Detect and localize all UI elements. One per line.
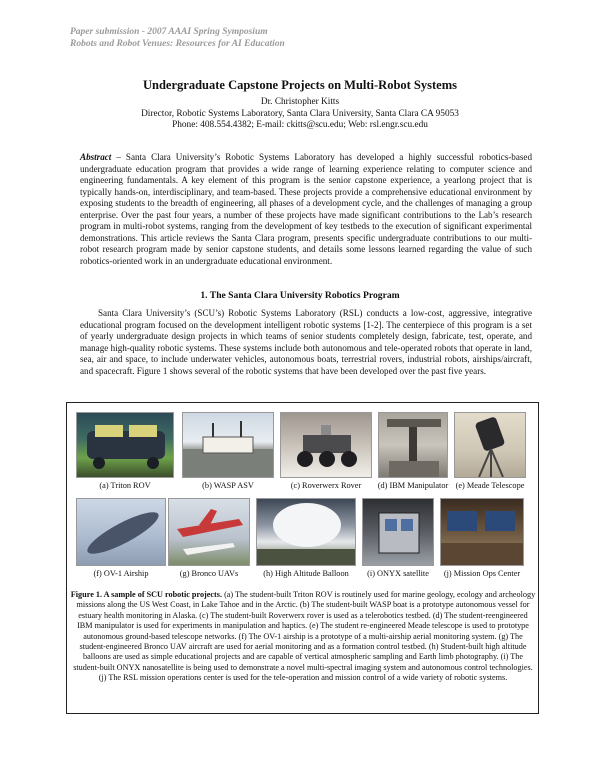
author-block [0, 97, 600, 132]
photo-onyx-satellite [362, 498, 434, 566]
photo-mission-ops-center [440, 498, 524, 566]
caption-ov1-airship: (f) OV-1 Airship [93, 569, 149, 578]
section-1-title: 1. The Santa Clara University Robotics Program [200, 290, 400, 301]
caption-triton-rov: (a) Triton ROV [99, 481, 151, 490]
figure-1-caption-lead: Figure 1. A sample of SCU robotic projects. [70, 590, 223, 599]
photo-bronco-uavs [168, 498, 250, 566]
meade-telescope-illustration [455, 413, 526, 478]
caption-onyx-satellite: (i) ONYX satellite [367, 569, 429, 578]
figure-1-caption-text: (a) The student-built Triton ROV is routinely used for marine geology, ecology and archeology missions along the US West Coast, in Lake Tahoe and in the Arctic. (b) The student-built WASP boat is a prototype autonomous vessel for estuary health monitoring in Alaska. (c) The student-built Roverwerx rover is used as a telerobotics testbed. (d) The student-reengineered IBM manipulator is used for experiments in manipulation and haptics. (e) The student re-engineered Meade telescope is used to prototype autonomous ground-based telescope networks. (f) The OV-1 airship is a prototype of a multi-airship aerial monitoring system. (g) The student-engineered Bronco UAV aircraft are used for aerial monitoring and as a formation control testbed. (h) Student-built high altitude balloons are used as simple educational projects and are capable of vertical atmospheric sampling and Earth limb photography. (i) The student-built ONYX nanosatellite is being used to demonstrate a novel multi-spectral imaging system and autonomous control technologies. (j) The RSL mission operations center is used for the tele-operation and mission control of a wide variety of robotic systems. [73, 590, 536, 683]
author-affiliation: Director, Robotic Systems Laboratory, Santa Clara University, Santa Clara CA 95053 [141, 108, 459, 119]
header-line-1: Paper submission - 2007 AAAI Spring Symposium [70, 27, 268, 37]
ibm-manipulator-illustration [379, 413, 448, 478]
abstract [80, 152, 532, 267]
caption-ibm-manipulator: (d) IBM Manipulator [377, 481, 449, 490]
abstract-lead: Abstract [80, 152, 112, 162]
photo-meade-telescope [454, 412, 526, 478]
photo-triton-rov [76, 412, 174, 478]
roverwerx-illustration [281, 413, 372, 478]
caption-meade-telescope: (e) Meade Telescope [455, 481, 525, 490]
caption-wasp-asv: (b) WASP ASV [202, 481, 254, 490]
figure-1-caption [70, 590, 536, 684]
photo-roverwerx-rover [280, 412, 372, 478]
author-name: Dr. Christopher Kitts [260, 97, 340, 107]
wasp-asv-illustration [183, 413, 274, 478]
section-1-body: Santa Clara University’s (SCU’s) Robotic Systems Laboratory (RSL) conducts a low-cost, aggressive, integrative educational program focused on the development intelligent robotic systems [1-2]. The centerpiece of this program is a set of yearly undergraduate design projects in which teams of senior students completely design, fabricate, test, operate, and manage high-quality robotic systems. These systems include both autonomous and tele-operated robots that operate in land, sea, air and space, to include underwater vehicles, autonomous boats, terrestrial rovers, industrial robots, airships/aircraft, and spacecraft. Figure 1 shows several of the robotic systems that have been developed over the past five years. [80, 308, 532, 376]
triton-rov-illustration [77, 413, 174, 478]
photo-ibm-manipulator [378, 412, 448, 478]
onyx-satellite-illustration [363, 499, 434, 566]
header-line-2: Robots and Robot Venues: Resources for AI Education [70, 39, 285, 49]
caption-bronco-uavs: (g) Bronco UAVs [179, 569, 239, 578]
author-contact: Phone: 408.554.4382; E-mail: ckitts@scu.edu; Web: rsl.engr.scu.edu [172, 120, 428, 130]
mission-ops-illustration [441, 499, 524, 566]
paper-title: Undergraduate Capstone Projects on Multi-Robot Systems [143, 78, 457, 92]
submission-header [70, 26, 285, 50]
balloon-illustration [257, 499, 356, 566]
ov1-airship-illustration [77, 499, 166, 566]
photo-high-altitude-balloon [256, 498, 356, 566]
photo-ov1-airship [76, 498, 166, 566]
caption-roverwerx-rover: (c) Roverwerx Rover [290, 481, 362, 490]
abstract-text: – Santa Clara University’s Robotic Systems Laboratory has developed a highly successful robotics-based undergraduate education program that provides a wide range of learning experience relating to computer science and engineering fundamentals. A key element of this program is the senior capstone experience, a yearlong project that is typically hands-on, interdisciplinary, and team-based. These projects provide a comprehensive educational environment by exposing students to the breadth of engineering, all phases of a development cycle, and the challenges of managing a group enterprise. Over the past four years, a number of these projects have made significant contributions to the Lab’s research program in multi-robot systems, ranging from the development of key testbeds to the execution of significant experimental demonstrations. This article reviews the Santa Clara program, presents specific undergraduate contributions to our multi-robot research program made by senior capstone students, and details some lessons learned regarding the value of such robotics-oriented work in an undergraduate educational environment. [80, 152, 532, 266]
caption-high-altitude-balloon: (h) High Altitude Balloon [263, 569, 349, 578]
bronco-uav-illustration [169, 499, 250, 566]
caption-mission-ops-center: (j) Mission Ops Center [443, 569, 521, 578]
photo-wasp-asv [182, 412, 274, 478]
